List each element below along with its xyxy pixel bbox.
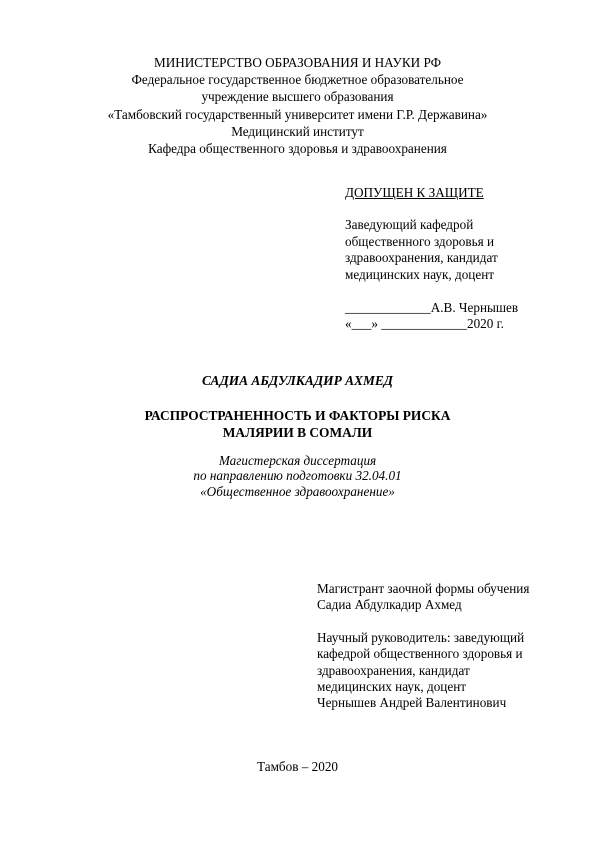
date-line: «___» _____________2020 г.: [345, 316, 504, 332]
role-line: медицинских наук, доцент: [345, 266, 495, 282]
title-line: МАЛЯРИИ В СОМАЛИ: [222, 424, 373, 440]
supervisor-line: медицинских наук, доцент: [317, 679, 467, 695]
role-line: здравоохранения, кандидат: [345, 250, 498, 266]
student-info-block: [317, 581, 587, 712]
city-year-footer: Тамбов – 2020: [256, 759, 339, 774]
role-line: Заведующий кафедрой: [345, 217, 474, 233]
approval-block: [345, 185, 575, 333]
supervisor-line: кафедрой общественного здоровья и: [317, 646, 523, 662]
head-of-department-role: [345, 217, 575, 283]
institution-type-line: Федеральное государственное бюджетное образовательное: [131, 72, 464, 88]
university-name-line: «Тамбовский государственный университет имени Г.Р. Державина»: [107, 106, 488, 122]
supervisor-line: здравоохранения, кандидат: [317, 662, 470, 678]
title-line: РАСПРОСТРАНЕННОСТЬ И ФАКТОРЫ РИСКА: [144, 408, 451, 423]
ministry-line: МИНИСТЕРСТВО ОБРАЗОВАНИЯ И НАУКИ РФ: [153, 55, 442, 70]
education-level-line: учреждение высшего образования: [201, 89, 394, 105]
student-line: Магистрант заочной формы обучения: [317, 581, 530, 596]
supervisor-line: Чернышев Андрей Валентинович: [317, 695, 507, 711]
signature-block: [345, 300, 575, 333]
role-line: общественного здоровья и: [345, 233, 495, 249]
supervisor-block: [317, 630, 587, 712]
department-line: Кафедра общественного здоровья и здравоохранения: [148, 141, 447, 157]
subtitle-line: по направлению подготовки 32.04.01: [193, 468, 402, 484]
author-name: САДИА АБДУЛКАДИР АХМЕД: [202, 373, 393, 388]
student-line: Садиа Абдулкадир Ахмед: [317, 597, 462, 613]
supervisor-line: Научный руководитель: заведующий: [317, 629, 525, 645]
subtitle-line: Магистерская диссертация: [218, 453, 377, 468]
thesis-subtitle: [0, 453, 595, 499]
admit-to-defense-heading: ДОПУЩЕН К ЗАЩИТЕ: [345, 185, 484, 200]
thesis-title: [0, 408, 595, 442]
institution-header: [0, 54, 595, 157]
institute-line: Медицинский институт: [231, 123, 364, 139]
subtitle-line: «Общественное здравоохранение»: [200, 483, 395, 499]
signature-line: _____________А.В. Чернышев: [345, 300, 519, 316]
